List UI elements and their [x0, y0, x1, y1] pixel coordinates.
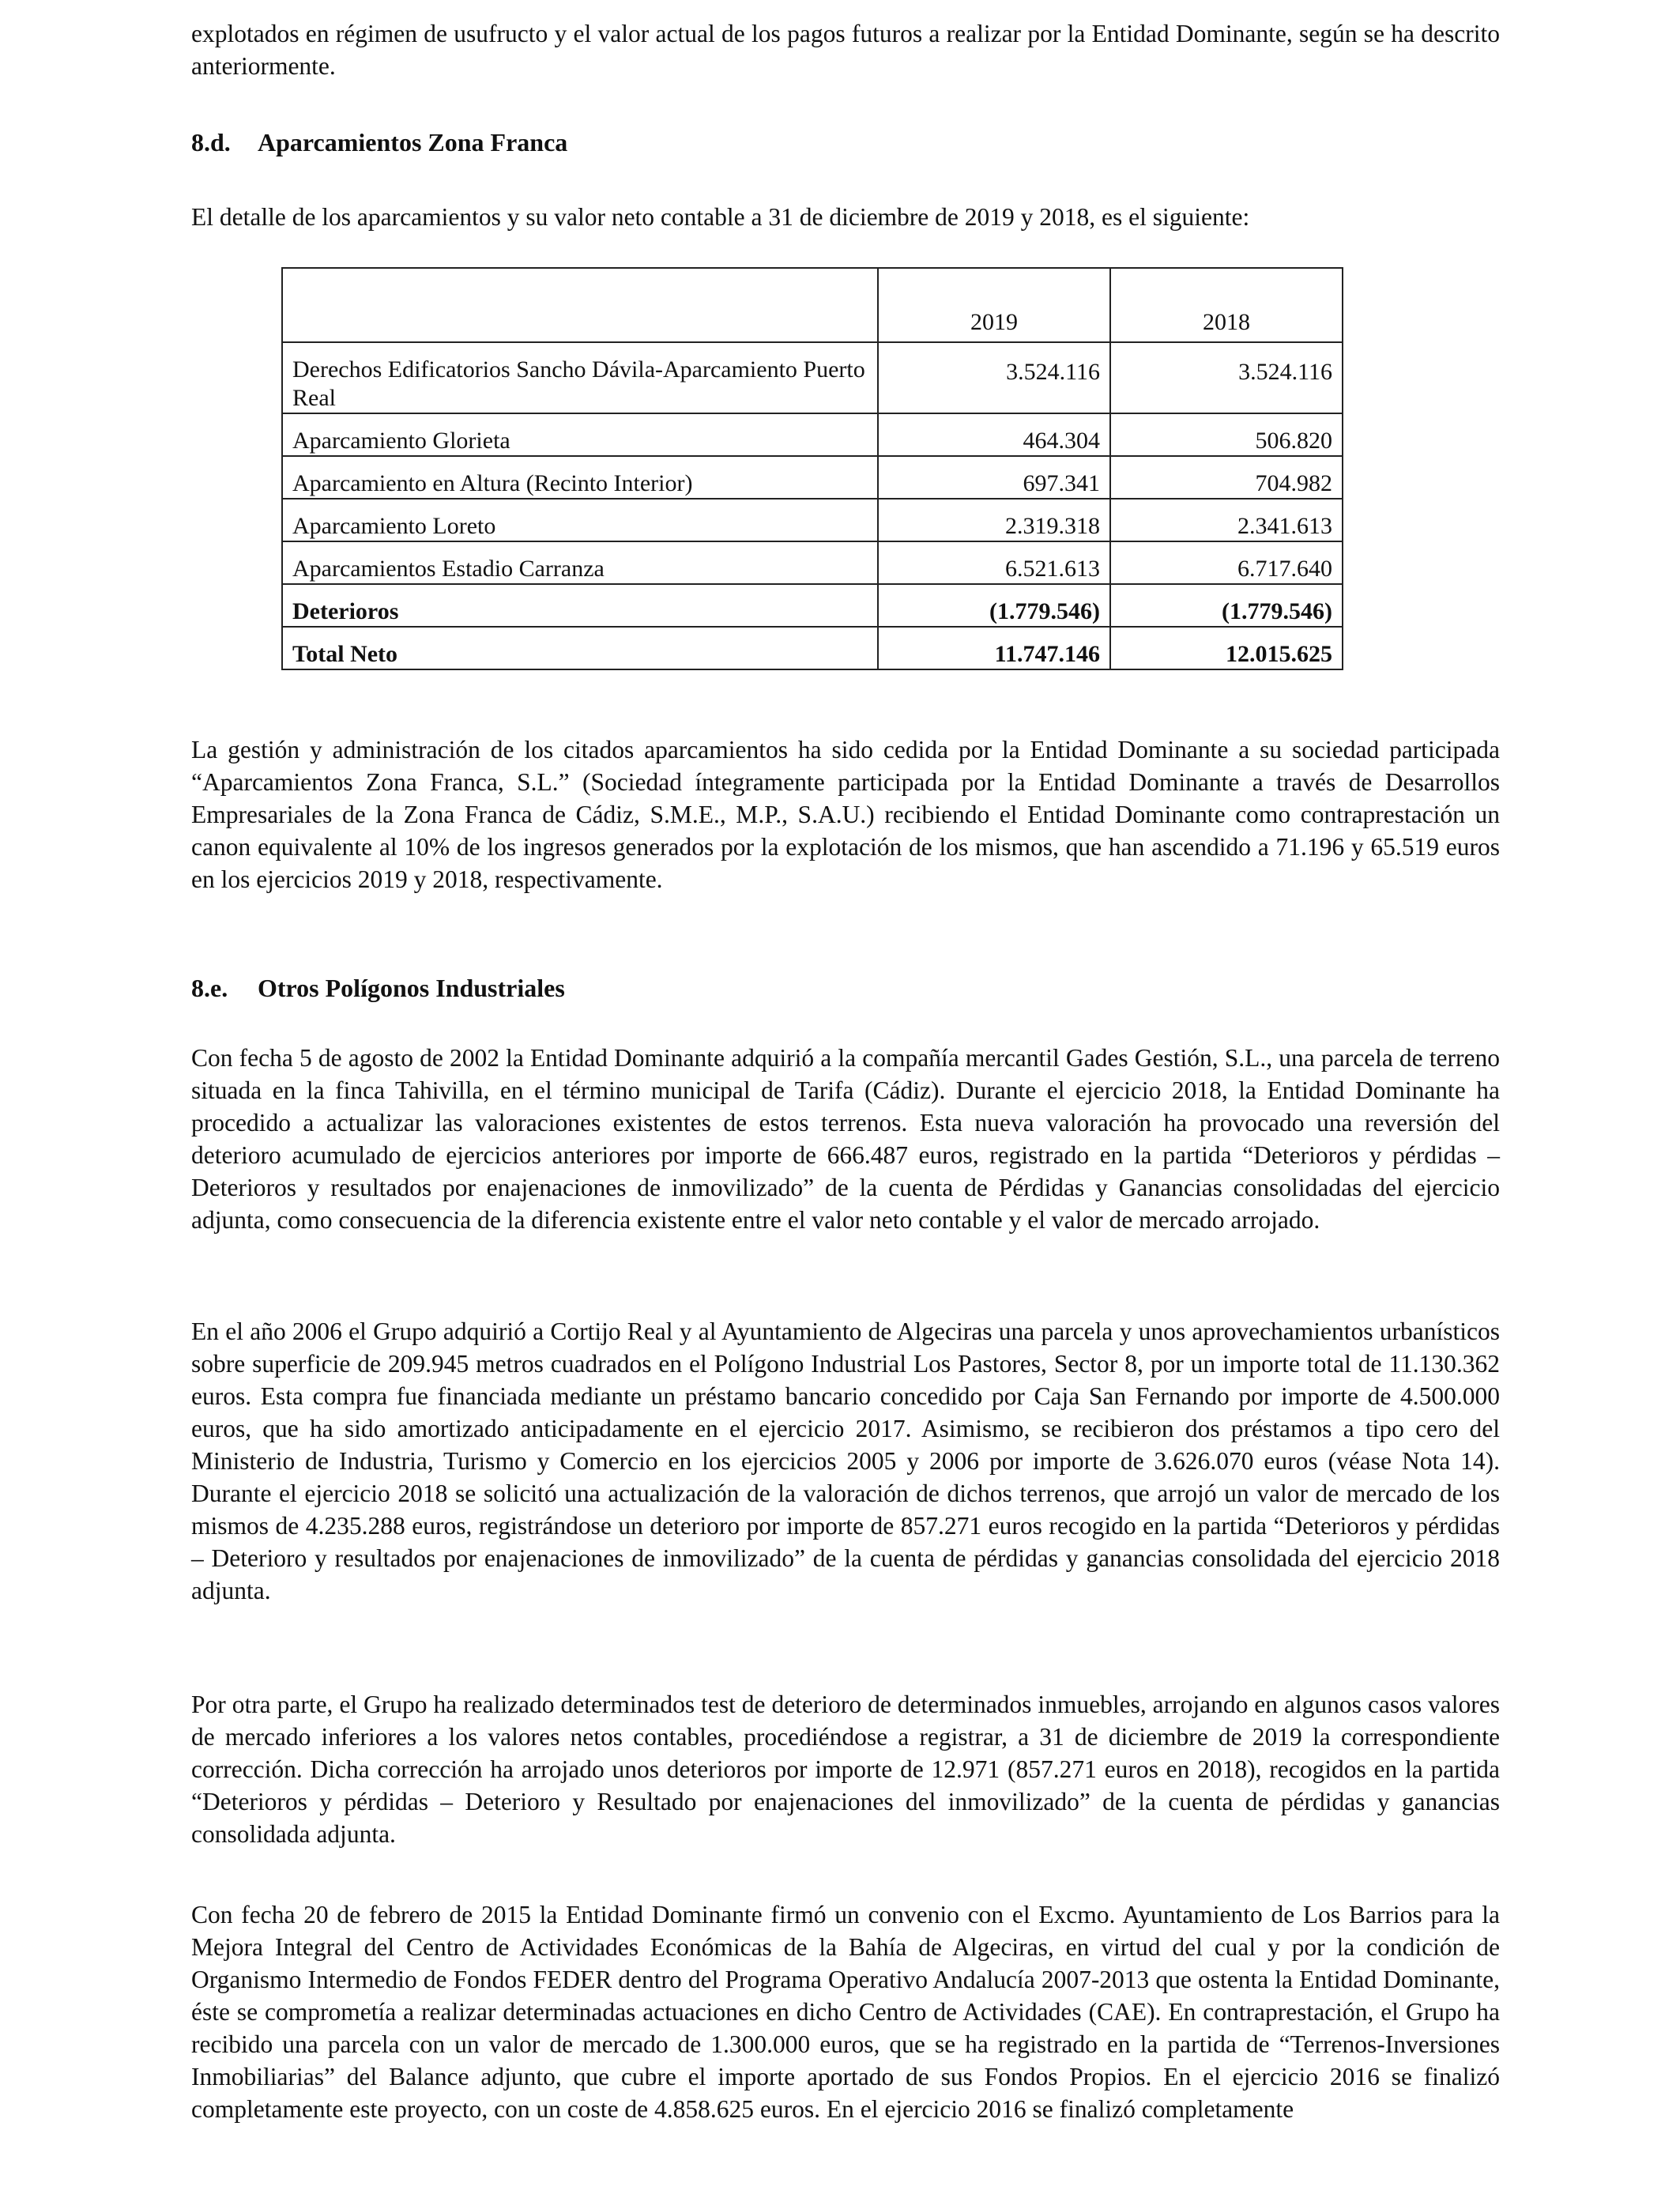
table-header-row [282, 268, 1343, 342]
column-header-2018: 2018 [1110, 268, 1343, 342]
table-row [282, 413, 1343, 456]
value-2019: 2.319.318 [878, 499, 1110, 541]
value-2019: 697.341 [878, 456, 1110, 499]
value-2019: 464.304 [878, 413, 1110, 456]
intro-tail-paragraph: explotados en régimen de usufructo y el valor actual de los pagos futuros a realizar por la Entidad Dominante, según se ha descrito anteriormente. [191, 20, 1500, 80]
value-2018: 6.717.640 [1110, 541, 1343, 584]
row-label: Aparcamiento en Altura (Recinto Interior) [282, 456, 878, 499]
section-e-paragraph-3: Por otra parte, el Grupo ha realizado determinados test de deterioro de determinados inmuebles, arrojando en algunos casos valores de mercado inferiores a los valores netos contables, procediéndose a registrar, a 31 de diciembre de 2019 la correspondiente corrección. Dicha corrección ha arrojado unos deterioros por importe de 12.971 (857.271 euros en 2018), recogidos en la partida “Deterioros y pérdidas – Deterioro y Resultado por enajenaciones del inmovilizado” de la cuenta de pérdidas y ganancias consolidada adjunta. [191, 1691, 1500, 1848]
value-2018: (1.779.546) [1110, 584, 1343, 627]
section-e-title: Otros Polígonos Industriales [258, 974, 565, 1002]
value-2019: 11.747.146 [878, 627, 1110, 669]
section-e-paragraph-2: En el año 2006 el Grupo adquirió a Cortijo Real y al Ayuntamiento de Algeciras una parcela y unos aprovechamientos urbanísticos sobre superficie de 209.945 metros cuadrados en el Polígono Industrial Los Pastores, Sector 8, por un importe total de 11.130.362 euros. Esta compra fue financiada mediante un préstamo bancario concedido por Caja San Fernando por importe de 4.500.000 euros, que ha sido amortizado anticipadamente en el ejercicio 2017. Asimismo, se recibieron dos préstamos a tipo cero del Ministerio de Industria, Turismo y Comercio en los ejercicios 2005 y 2006 por importe de 3.626.070 euros (véase Nota 14). Durante el ejercicio 2018 se solicitó una actualización de la valoración de dichos terrenos, que arrojó un valor de mercado de los mismos de 4.235.288 euros, registrándose un deterioro por importe de 857.271 euros recogido en la partida “Deterioros y pérdidas – Deterioro y resultados por enajenaciones de inmovilizado” de la cuenta de pérdidas y ganancias consolidada del ejercicio 2018 adjunta. [191, 1318, 1500, 1604]
row-label: Derechos Edificatorios Sancho Dávila-Aparcamiento Puerto Real [282, 342, 878, 413]
section-d-title: Aparcamientos Zona Franca [258, 128, 568, 156]
value-2018: 12.015.625 [1110, 627, 1343, 669]
table-row [282, 342, 1343, 413]
section-e-heading [191, 972, 565, 1005]
section-d-paragraph: La gestión y administración de los citados aparcamientos ha sido cedida por la Entidad Dominante a su sociedad participada “Aparcamientos Zona Franca, S.L.” (Sociedad íntegramente participada por la Entidad Dominante a través de Desarrollos Empresariales de la Zona Franca de Cádiz, S.M.E., M.P., S.A.U.) recibiendo el Entidad Dominante como contraprestación un canon equivalente al 10% de los ingresos generados por la explotación de los mismos, que han ascendido a 71.196 y 65.519 euros en los ejercicios 2019 y 2018, respectivamente. [191, 736, 1500, 893]
section-d-intro: El detalle de los aparcamientos y su valor neto contable a 31 de diciembre de 2019 y 2018, es el siguiente: [191, 203, 1250, 231]
value-2018: 506.820 [1110, 413, 1343, 456]
value-2019: 3.524.116 [878, 342, 1110, 413]
section-e-paragraph-1: Con fecha 5 de agosto de 2002 la Entidad Dominante adquirió a la compañía mercantil Gades Gestión, S.L., una parcela de terreno situada en la finca Tahivilla, en el término municipal de Tarifa (Cádiz). Durante el ejercicio 2018, la Entidad Dominante ha procedido a actualizar las valoraciones existentes de estos terrenos. Esta nueva valoración ha provocado una reversión del deterioro acumulado de ejercicios anteriores por importe de 666.487 euros, registrado en la partida “Deterioros y pérdidas – Deterioros y resultados por enajenaciones de inmovilizado” de la cuenta de Pérdidas y Ganancias consolidadas del ejercicio adjunta, como consecuencia de la diferencia existente entre el valor neto contable y el valor de mercado arrojado. [191, 1044, 1500, 1234]
value-2018: 2.341.613 [1110, 499, 1343, 541]
table-row [282, 499, 1343, 541]
value-2019: (1.779.546) [878, 584, 1110, 627]
table-header-empty [282, 268, 878, 342]
section-d-number: 8.d. [191, 128, 231, 156]
table-row-total [282, 627, 1343, 669]
row-label: Aparcamientos Estadio Carranza [282, 541, 878, 584]
value-2018: 704.982 [1110, 456, 1343, 499]
value-2018: 3.524.116 [1110, 342, 1343, 413]
column-header-2019: 2019 [878, 268, 1110, 342]
table-row [282, 541, 1343, 584]
row-label: Aparcamiento Loreto [282, 499, 878, 541]
value-2019: 6.521.613 [878, 541, 1110, 584]
table-row [282, 456, 1343, 499]
table-row-impairments [282, 584, 1343, 627]
parking-table [281, 267, 1343, 670]
section-d-heading [191, 126, 567, 159]
row-label: Deterioros [282, 584, 878, 627]
row-label: Aparcamiento Glorieta [282, 413, 878, 456]
row-label: Total Neto [282, 627, 878, 669]
section-e-number: 8.e. [191, 974, 228, 1002]
section-e-paragraph-4: Con fecha 20 de febrero de 2015 la Entidad Dominante firmó un convenio con el Excmo. Ayuntamiento de Los Barrios para la Mejora Integral del Centro de Actividades Económicas de la Bahía de Algeciras, en virtud del cual y por la condición de Organismo Intermedio de Fondos FEDER dentro del Programa Operativo Andalucía 2007-2013 que ostenta la Entidad Dominante, éste se comprometía a realizar determinadas actuaciones en dicho Centro de Actividades (CAE). En contraprestación, el Grupo ha recibido una parcela con un valor de mercado de 1.300.000 euros, que se ha registrado en la partida de “Terrenos-Inversiones Inmobiliarias” del Balance adjunto, que cubre el importe aportado de sus Fondos Propios. En el ejercicio 2016 se finalizó completamente este proyecto, con un coste de 4.858.625 euros. En el ejercicio 2016 se finalizó completamente [191, 1901, 1500, 2123]
